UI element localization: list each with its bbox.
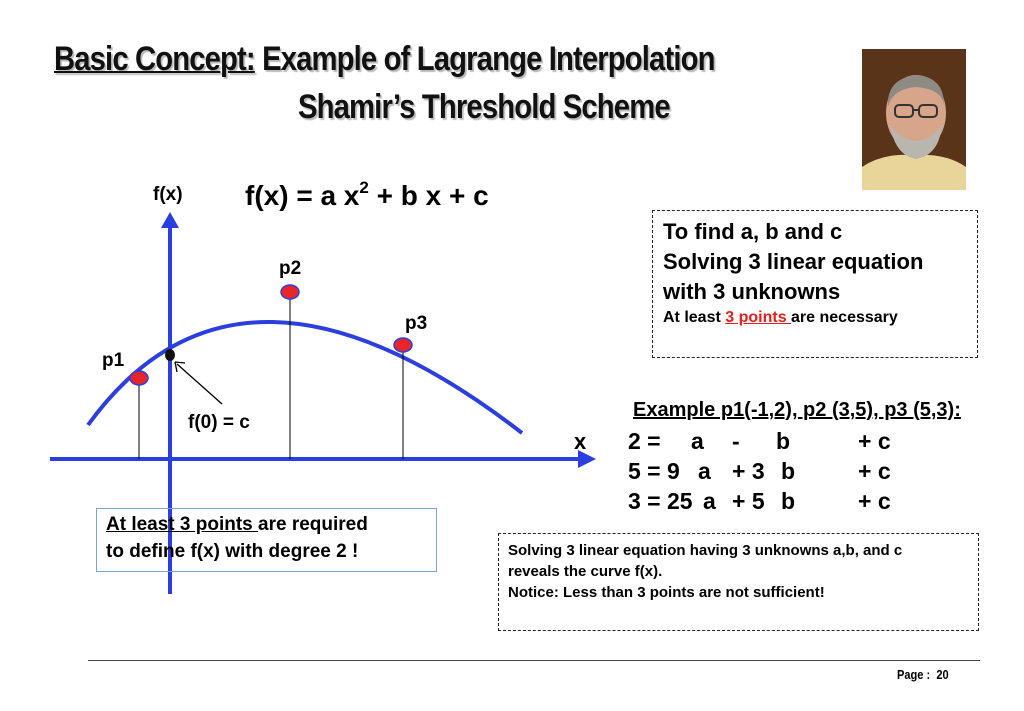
function-lhs: f(x) = a x <box>245 180 360 211</box>
label-p1: p1 <box>102 350 125 371</box>
solving-line-3: Notice: Less than 3 points are not sufficient! <box>508 584 825 601</box>
eq-b: b <box>776 428 791 454</box>
y-axis-arrow-icon <box>161 212 179 228</box>
title-main: Example of Lagrange Interpolation <box>262 40 715 78</box>
find-line-2: Solving 3 linear equation <box>663 249 924 274</box>
eq-op1: - <box>732 428 740 454</box>
find-line-3: with 3 unknowns <box>663 279 841 304</box>
required-line-1 <box>106 514 368 536</box>
eq-op1: + 5 <box>732 488 765 514</box>
equation-row <box>628 428 661 455</box>
page-label: Page : <box>897 667 931 682</box>
label-p2: p2 <box>279 258 302 279</box>
find-line-1: To find a, b and c <box>663 219 843 244</box>
required-line-2: to define f(x) with degree 2 ! <box>106 541 359 562</box>
find-note-prefix: At least <box>663 309 726 326</box>
equation-row <box>628 488 693 515</box>
eq-c: + c <box>858 458 891 484</box>
equation-row <box>628 458 680 485</box>
eq-op1: + 3 <box>732 458 765 484</box>
find-note <box>663 309 898 327</box>
eq-b: b <box>781 458 796 484</box>
point-p2 <box>281 285 299 299</box>
title-prefix: Basic Concept: <box>54 40 255 78</box>
slide-subtitle: Shamir’s Threshold Scheme <box>298 88 670 126</box>
intercept-pointer-line <box>177 364 222 404</box>
example-heading: Example p1(-1,2), p2 (3,5), p3 (5,3): <box>633 399 961 421</box>
page-indicator <box>897 667 949 682</box>
function-exponent: 2 <box>359 178 369 197</box>
solving-line-2: reveals the curve f(x). <box>508 563 663 580</box>
intercept-dot <box>165 349 175 361</box>
find-note-highlight: 3 points <box>725 309 792 326</box>
eq-b: b <box>781 488 796 514</box>
x-axis-label: x <box>574 429 587 454</box>
eq-lhs: 5 = 9 <box>628 458 680 484</box>
eq-a: a <box>703 488 716 514</box>
label-p3: p3 <box>405 313 428 334</box>
find-note-suffix: are necessary <box>791 309 898 326</box>
eq-c: + c <box>858 428 891 454</box>
point-p3 <box>394 338 412 352</box>
page-number: 20 <box>936 667 949 682</box>
required-rest: are required <box>258 514 368 535</box>
eq-a: a <box>698 458 711 484</box>
solving-line-1: Solving 3 linear equation having 3 unknowns a,b, and c <box>508 542 903 559</box>
eq-a: a <box>691 428 704 454</box>
eq-lhs: 3 = 25 <box>628 488 693 514</box>
function-equation <box>245 178 489 212</box>
intercept-label: f(0) = c <box>188 412 250 433</box>
parabola-curve <box>88 322 522 433</box>
eq-c: + c <box>858 488 891 514</box>
required-highlight: At least 3 points <box>106 514 259 535</box>
function-rhs: + b x + c <box>368 180 489 211</box>
footer-divider <box>88 660 980 661</box>
point-p1 <box>130 371 148 385</box>
y-axis-label: f(x) <box>153 184 183 205</box>
eq-lhs: 2 = <box>628 428 661 454</box>
